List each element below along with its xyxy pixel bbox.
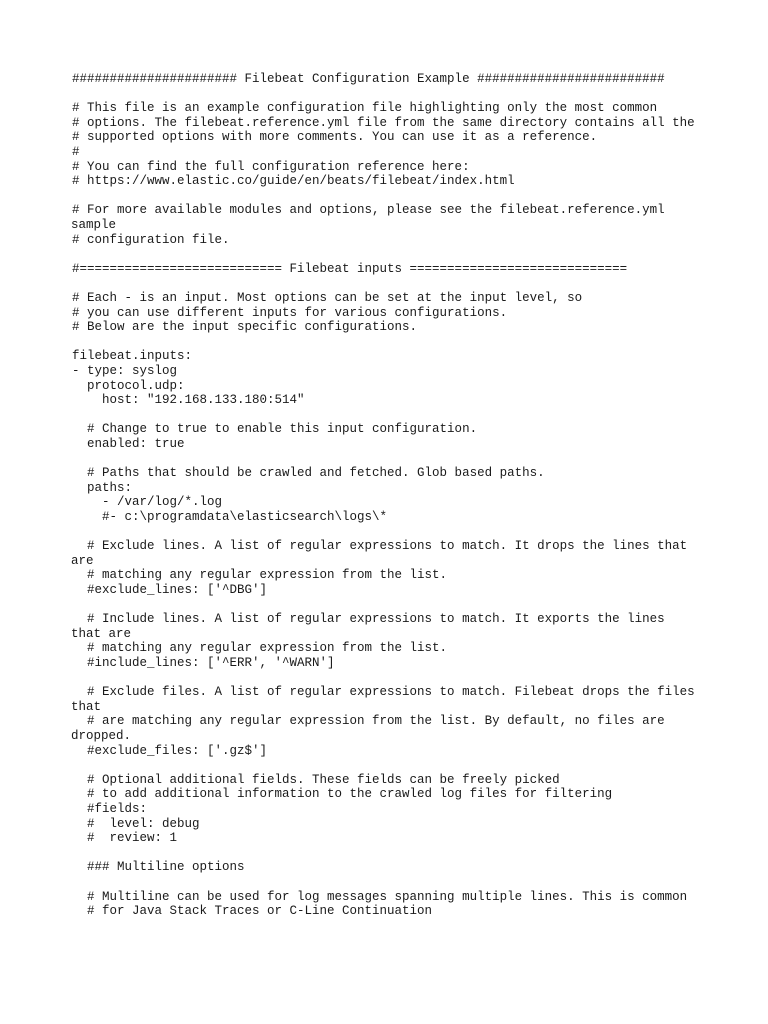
config-line: - /var/log/*.log — [72, 495, 223, 510]
config-line: # Multiline can be used for log messages spanning multiple lines. This is common — [72, 889, 688, 904]
config-line: protocol.udp: — [72, 378, 185, 393]
config-line: host: "192.168.133.180:514" — [72, 393, 305, 408]
config-line: # — [72, 145, 80, 159]
config-line: # https://www.elastic.co/guide/en/beats/filebeat/index.html — [72, 174, 515, 189]
config-line: #fields: — [72, 802, 148, 816]
config-line: sample — [71, 218, 117, 232]
config-line: # Exclude files. A list of regular expressions to match. Filebeat drops the files — [72, 685, 695, 700]
config-line: #=========================== Filebeat inputs ============================= — [72, 261, 628, 276]
config-line: # options. The filebeat.reference.yml file from the same directory contains all the — [72, 115, 695, 130]
config-line: # Paths that should be crawled and fetched. Glob based paths. — [72, 466, 545, 481]
config-line: # matching any regular expression from the list. — [72, 641, 448, 656]
config-line: # You can find the full configuration reference here: — [72, 159, 470, 174]
config-line: # Optional additional fields. These fields can be freely picked — [72, 772, 560, 787]
config-line: # are matching any regular expression from the list. By default, no files are — [72, 714, 665, 729]
config-line: - type: syslog — [72, 364, 178, 378]
config-line: dropped. — [71, 729, 132, 743]
config-line: # For more available modules and options, please see the filebeat.reference.yml — [72, 203, 665, 218]
config-line: #exclude_files: ['.gz$'] — [72, 743, 268, 758]
config-line: #- c:\programdata\elasticsearch\logs\* — [72, 510, 388, 524]
config-line: # Include lines. A list of regular expressions to match. It exports the lines — [72, 612, 665, 627]
config-line: ###################### Filebeat Configuration Example ######################### — [72, 72, 665, 86]
config-line: paths: — [72, 480, 133, 495]
config-line: # Each - is an input. Most options can be set at the input level, so — [72, 291, 583, 305]
config-document — [72, 72, 712, 919]
config-line: # Change to true to enable this input configuration. — [72, 422, 478, 437]
config-line: enabled: true — [72, 437, 185, 451]
config-line: #include_lines: ['^ERR', '^WARN'] — [72, 656, 335, 670]
config-line: #exclude_lines: ['^DBG'] — [72, 583, 268, 597]
config-line: # level: debug — [72, 816, 200, 831]
config-line: are — [71, 553, 94, 568]
config-line: # to add additional information to the crawled log files for filtering — [72, 787, 613, 802]
config-line: # Below are the input specific configurations. — [72, 320, 418, 335]
config-line: ### Multiline options — [72, 860, 245, 875]
config-line: # Exclude lines. A list of regular expressions to match. It drops the lines that — [72, 539, 688, 554]
config-line: # you can use different inputs for various configurations. — [72, 305, 508, 320]
config-line: that are — [71, 626, 132, 641]
config-line: # matching any regular expression from the list. — [72, 568, 448, 583]
config-line: # for Java Stack Traces or C-Line Continuation — [72, 904, 433, 919]
config-line: that — [71, 699, 102, 714]
config-line: # review: 1 — [72, 831, 178, 846]
config-line: # supported options with more comments. You can use it as a reference. — [72, 130, 598, 145]
config-line: filebeat.inputs: — [72, 349, 193, 364]
config-line: # configuration file. — [72, 232, 230, 247]
config-line: # This file is an example configuration file highlighting only the most common — [72, 101, 658, 116]
